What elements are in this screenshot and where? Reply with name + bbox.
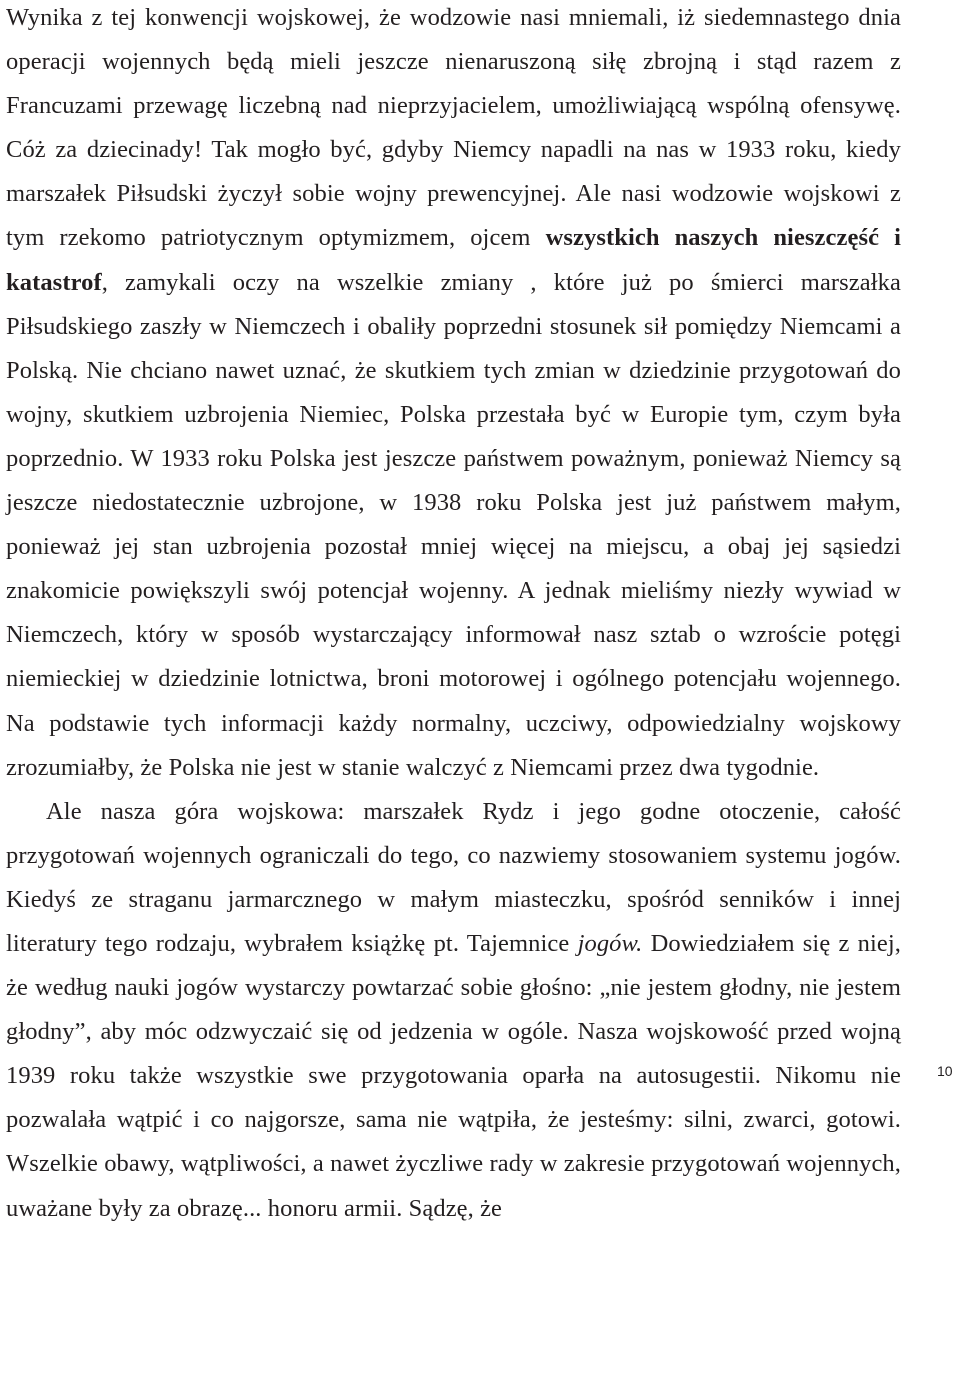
paragraph-2-text-b: Dowiedziałem się z niej, że według nauki jogów wystarczy powtarzać sobie głośno: „nie jestem głodny, nie jestem głodny”, aby móc odzwyczaić się od jedzenia w ogóle. Nasza wojskowość przed wojną 1939 roku także wszystkie swe przygotowania oparła na autosugestii. Nikomu nie pozwalała wątpić i co najgorsze, sama nie wątpiła, że jesteśmy: silni, zwarci, gotowi. Wszelkie obawy, wątpliwości, a nawet życzliwe rady w zakresie przygotowań wojennych, uważane były za obrazę... honoru armii. Sądzę, że xyxy=(6,929,902,1222)
paragraph-1-text-b: Cóż za dziecinady! Tak mogło być, gdyby Niemcy napadli na nas w 1933 roku, kiedy marszałek Piłsudski życzył sobie wojny prewencyjnej. Ale nasi wodzowie wojskowi z tym rzekomo patriotycznym optymizmem, ojcem xyxy=(6,136,901,252)
body-text xyxy=(6,0,901,1231)
paragraph-1-text-a: Wynika z tej konwencji wojskowej, że wodzowie nasi mniemali, iż siedemnastego dnia operacji wojennych będą mieli jeszcze nienaruszoną siłę zbrojną i stąd razem z Francuzami przewagę liczebną nad nieprzyjacielem, umożliwiającą wspólną ofensywę. xyxy=(6,4,901,120)
paragraph-2-text-a: Ale nasza góra wojskowa: marszałek Rydz i jego godne otoczenie, całość przygotowań wojennych ograniczali do tego, co nazwiemy stosowaniem systemu jogów. Kiedyś ze straganu jarmarcznego w małym miasteczku, spośród senników i innej literatury tego rodzaju, wybrałem książkę pt. Tajemnice xyxy=(6,797,901,957)
paragraph-2 xyxy=(6,790,901,1231)
paragraph-1-text-c: , zamykali oczy na wszelkie zmiany , które już po śmierci marszałka Piłsudskiego zaszły w Niemczech i obaliły poprzedni stosunek sił pomiędzy Niemcami a Polską. Nie chciano nawet uznać, że skutkiem tych zmian w dziedzinie przygotowań do wojny, skutkiem uzbrojenia Niemiec, Polska przestała być w Europie tym, czym była poprzednio. W 1933 roku Polska jest jeszcze państwem poważnym, ponieważ Niemcy są jeszcze niedostatecznie uzbrojone, w 1938 roku Polska jest już państwem małym, ponieważ jej stan uzbrojenia pozostał mniej więcej na miejscu, a obaj jej sąsiedzi znakomicie powiększyli swój potencjał wojenny. A jednak mieliśmy niezły wywiad w Niemczech, który w sposób wystarczający informował nasz sztab o wzroście potęgi niemieckiej w dziedzinie lotnictwa, broni motorowej i ogólnego potencjału wojennego. Na podstawie tych informacji każdy normalny, uczciwy, odpowiedzialny wojskowy zrozumiałby, że Polska nie jest w stanie walczyć z Niemcami przez dwa tygodnie. xyxy=(6,268,901,781)
paragraph-1 xyxy=(6,0,901,790)
page-number: 10 xyxy=(937,1063,953,1079)
bold-phrase: wszystkich naszych nieszczęść i katastrof xyxy=(6,224,901,296)
italic-word: jogów. xyxy=(577,929,643,957)
